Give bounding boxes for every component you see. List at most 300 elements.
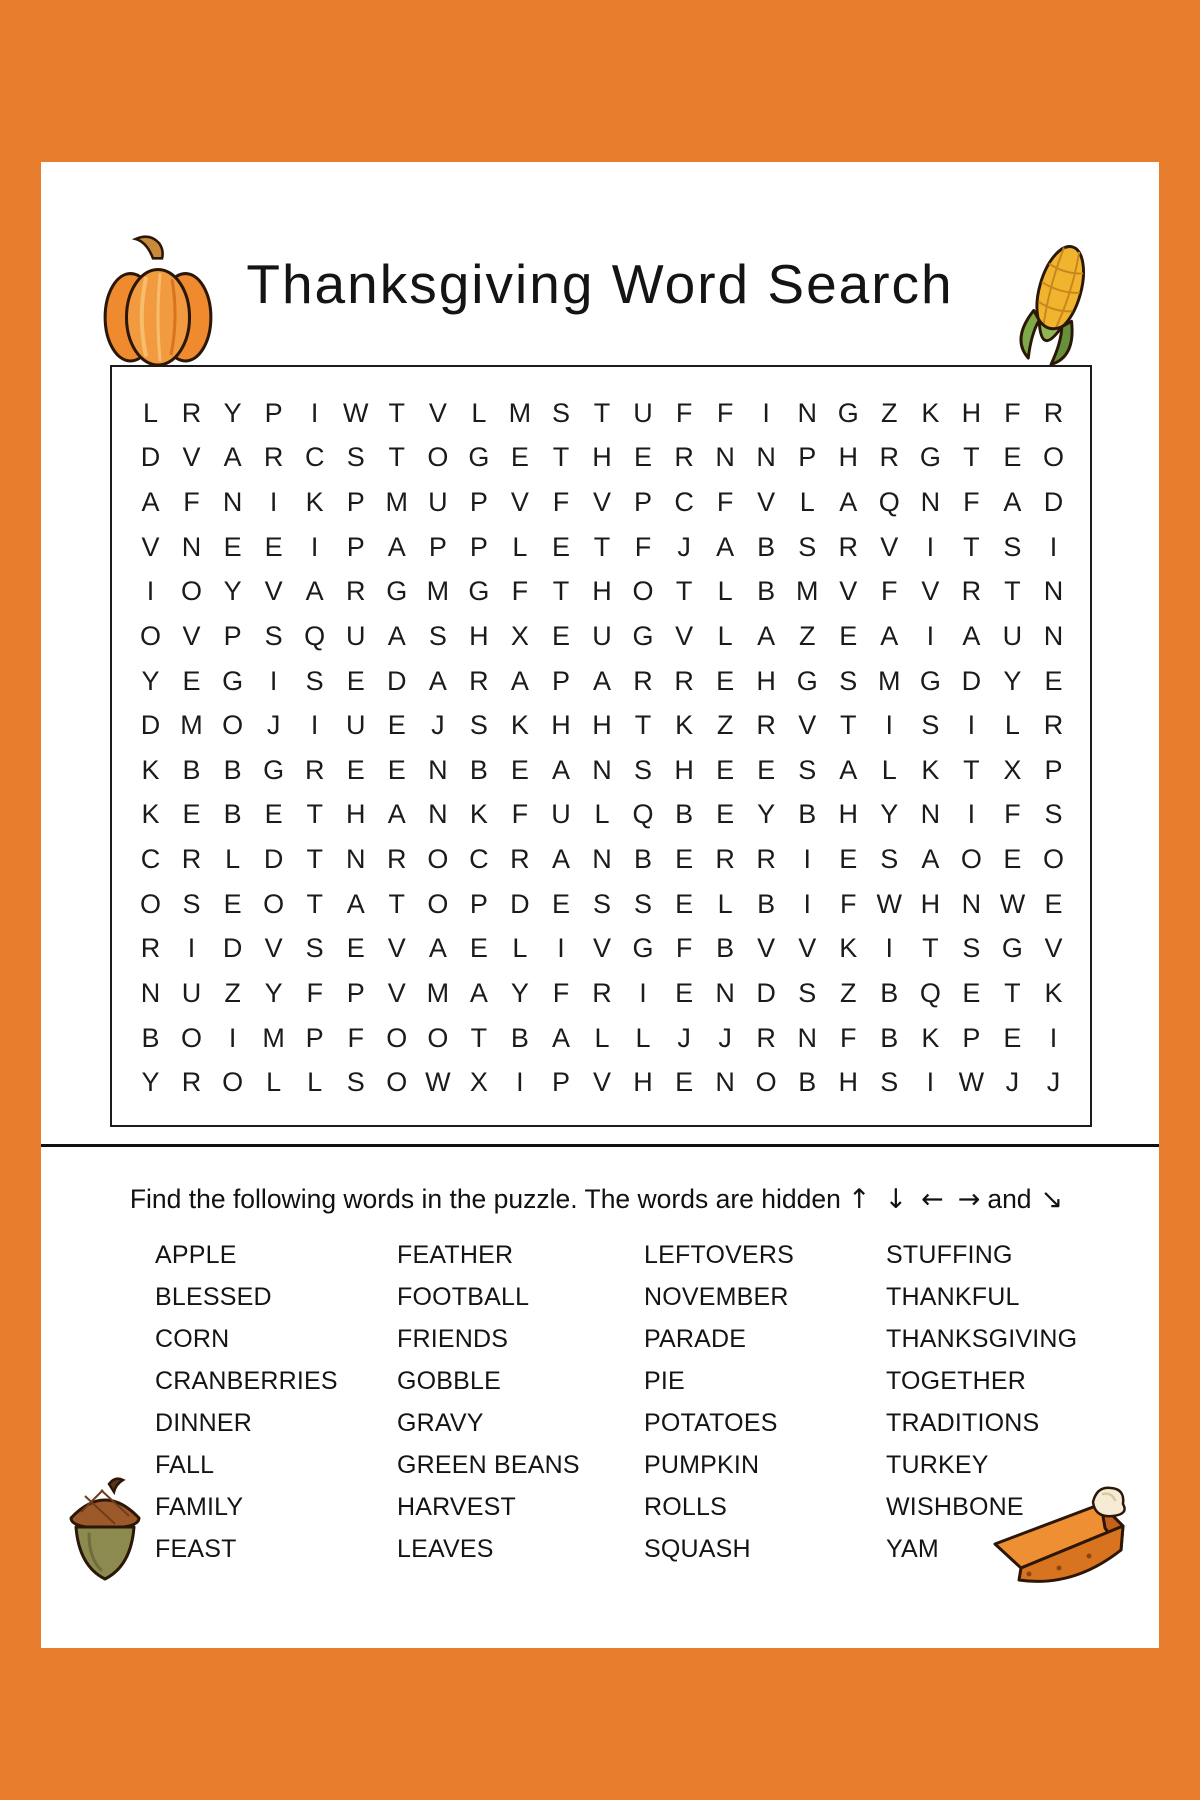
word-item: PUMPKIN (644, 1451, 760, 1479)
grid-letter: Z (224, 977, 241, 1008)
grid-letter: E (510, 442, 529, 473)
grid-letter: G (919, 442, 941, 473)
word-item: YAM (886, 1535, 939, 1563)
grid-letter: L (1004, 710, 1020, 741)
grid-letter: G (632, 620, 654, 651)
grid-letter: E (387, 754, 406, 785)
grid-letter: I (926, 531, 935, 562)
grid-letter: U (551, 799, 571, 830)
grid-letter: A (223, 442, 242, 473)
grid-letter: F (306, 977, 323, 1008)
grid-letter: P (798, 442, 817, 473)
grid-letter: U (428, 487, 448, 518)
grid-letter: M (180, 710, 203, 741)
grid-letter: I (310, 531, 319, 562)
word-item: TOGETHER (886, 1367, 1027, 1395)
grid-letter: U (181, 977, 202, 1008)
grid-letter: S (428, 620, 447, 651)
grid-letter: I (967, 710, 976, 741)
grid-letter: L (143, 397, 159, 428)
grid-letter: E (387, 710, 406, 741)
grid-letter: D (140, 710, 161, 741)
grid-letter: F (511, 576, 529, 607)
grid-letter: E (223, 531, 242, 562)
grid-letter: O (181, 576, 203, 607)
grid-letter: V (592, 933, 611, 964)
grid-letter: I (967, 799, 976, 830)
grid-letter: F (840, 888, 857, 919)
grid-letter: H (920, 888, 941, 919)
grid-letter: N (428, 799, 448, 830)
grid-letter: O (960, 844, 982, 875)
grid-letter: T (1004, 576, 1021, 607)
grid-letter: M (508, 397, 532, 428)
grid-letter: T (1004, 977, 1021, 1008)
grid-letter: E (346, 754, 365, 785)
grid-letter: S (346, 1067, 365, 1098)
grid-letter: R (181, 1067, 202, 1098)
left-arrow-icon: ← (921, 1184, 944, 1215)
grid-letter: R (263, 442, 284, 473)
grid-letter: R (345, 576, 366, 607)
grid-letter: T (388, 397, 406, 428)
grid-letter: T (388, 888, 406, 919)
grid-letter: B (757, 531, 776, 562)
word-item: APPLE (155, 1241, 237, 1269)
grid-letter: G (1001, 933, 1023, 964)
grid-letter: E (551, 531, 570, 562)
word-item: NOVEMBER (644, 1283, 789, 1311)
word-item: PARADE (644, 1325, 747, 1353)
grid-letter: B (141, 1022, 160, 1053)
grid-letter: A (839, 754, 858, 785)
grid-letter: T (675, 576, 693, 607)
grid-letter: A (387, 531, 406, 562)
grid-letter: P (305, 1022, 324, 1053)
grid-letter: K (675, 710, 694, 741)
grid-letter: K (141, 754, 160, 785)
grid-letter: P (223, 620, 242, 651)
grid-letter: P (264, 397, 283, 428)
grid-letter: N (1043, 620, 1064, 651)
grid-letter: I (926, 1067, 935, 1098)
grid-letter: P (551, 665, 570, 696)
grid-letter: F (634, 531, 652, 562)
grid-letter: O (181, 1022, 203, 1053)
grid-letter: H (838, 1067, 858, 1098)
grid-letter: I (557, 933, 565, 964)
grid-letter: L (266, 1067, 282, 1098)
grid-letter: O (755, 1067, 777, 1098)
grid-letter: N (920, 799, 941, 830)
grid-letter: O (140, 620, 162, 651)
grid-letter: I (803, 888, 811, 919)
grid-letter: B (798, 799, 817, 830)
grid-letter: D (263, 844, 284, 875)
grid-letter: R (674, 442, 694, 473)
grid-letter: F (675, 397, 693, 428)
grid-letter: T (963, 754, 980, 785)
puzzle-grid (110, 365, 1092, 1127)
grid-letter: P (551, 1067, 570, 1098)
grid-letter: W (342, 397, 369, 428)
grid-letter: F (1004, 799, 1021, 830)
grid-letter: F (881, 576, 898, 607)
grid-letter: W (876, 888, 903, 919)
pumpkin-pie-icon (989, 1480, 1147, 1594)
grid-letter: V (880, 531, 899, 562)
grid-letter: N (140, 977, 161, 1008)
word-item: FEAST (155, 1535, 237, 1563)
grid-letter: J (266, 710, 281, 741)
grid-letter: L (881, 754, 897, 785)
grid-letter: G (796, 665, 818, 696)
grid-letter: E (551, 620, 570, 651)
grid-letter: A (921, 844, 940, 875)
grid-letter: R (715, 844, 735, 875)
grid-letter: X (1003, 754, 1022, 785)
grid-letter: C (469, 844, 489, 875)
grid-letter: I (762, 397, 770, 428)
grid-letter: Y (223, 397, 242, 428)
grid-letter: N (222, 487, 243, 518)
grid-letter: S (839, 665, 858, 696)
grid-letter: E (675, 888, 694, 919)
divider-line (41, 1144, 1159, 1147)
grid-letter: Q (919, 977, 941, 1008)
instructions-text: Find the following words in the puzzle. The words are hidden (129, 1184, 841, 1214)
grid-letter: R (140, 933, 161, 964)
grid-letter: E (346, 933, 365, 964)
grid-letter: N (592, 754, 612, 785)
grid-letter: S (305, 933, 324, 964)
grid-letter: R (961, 576, 982, 607)
grid-letter: N (592, 844, 612, 875)
grid-letter: X (469, 1067, 488, 1098)
grid-letter: N (797, 397, 817, 428)
word-list-column (397, 1234, 644, 1570)
grid-letter: Y (223, 576, 242, 607)
grid-letter: B (757, 576, 776, 607)
grid-letter: U (633, 397, 653, 428)
grid-letter: K (510, 710, 529, 741)
grid-letter: M (878, 665, 901, 696)
grid-letter: D (756, 977, 776, 1008)
grid-letter: N (428, 754, 448, 785)
grid-letter: Y (510, 977, 529, 1008)
grid-letter: R (1043, 710, 1064, 741)
grid-letter: E (346, 665, 365, 696)
grid-letter: A (428, 665, 447, 696)
grid-letter: O (427, 844, 449, 875)
word-item: TURKEY (886, 1451, 989, 1479)
grid-letter: T (922, 933, 939, 964)
grid-letter: B (510, 1022, 529, 1053)
grid-letter: F (716, 487, 734, 518)
grid-letter: R (181, 844, 202, 875)
grid-letter: S (880, 844, 899, 875)
grid-letter: B (716, 933, 735, 964)
grid-letter: O (140, 888, 162, 919)
grid-letter: F (511, 799, 529, 830)
grid-letter: H (592, 710, 612, 741)
grid-letter: K (921, 754, 940, 785)
grid-letter: E (1003, 1022, 1022, 1053)
grid-letter: O (427, 1022, 449, 1053)
grid-letter: J (1005, 1067, 1020, 1098)
grid-letter: L (471, 397, 487, 428)
grid-letter: P (469, 531, 488, 562)
grid-letter: A (757, 620, 776, 651)
grid-letter: D (1043, 487, 1064, 518)
grid-letter: E (264, 799, 283, 830)
grid-letter: I (269, 487, 278, 518)
grid-letter: V (1044, 933, 1063, 964)
grid-letter: L (799, 487, 815, 518)
grid-letter: S (182, 888, 201, 919)
grid-letter: G (263, 754, 285, 785)
grid-letter: A (305, 576, 324, 607)
grid-letter: D (510, 888, 530, 919)
grid-letter: D (222, 933, 243, 964)
grid-letter: N (715, 442, 735, 473)
grid-letter: G (386, 576, 408, 607)
grid-letter: A (428, 933, 447, 964)
grid-letter: I (187, 933, 196, 964)
grid-letter: B (757, 888, 776, 919)
grid-letter: H (592, 576, 612, 607)
grid-letter: B (675, 799, 694, 830)
grid-letter: P (962, 1022, 981, 1053)
grid-letter: I (228, 1022, 237, 1053)
grid-letter: K (469, 799, 488, 830)
grid-letter: R (756, 710, 776, 741)
grid-letter: B (469, 754, 488, 785)
grid-letter: E (1044, 665, 1063, 696)
grid-letter: R (879, 442, 900, 473)
grid-letter: S (264, 620, 283, 651)
grid-letter: M (426, 977, 450, 1008)
grid-letter: O (263, 888, 285, 919)
grid-letter: S (305, 665, 324, 696)
grid-letter: L (307, 1067, 323, 1098)
grid-letter: J (677, 1022, 691, 1053)
grid-letter: S (592, 888, 611, 919)
word-item: LEAVES (397, 1535, 494, 1563)
word-item: FOOTBALL (397, 1283, 530, 1311)
grid-letter: Z (840, 977, 857, 1008)
grid-letter: E (839, 620, 858, 651)
grid-letter: G (468, 442, 490, 473)
grid-letter: T (470, 1022, 488, 1053)
instructions (41, 1184, 1159, 1215)
word-item: BLESSED (155, 1283, 272, 1311)
grid-letter: R (387, 844, 407, 875)
grid-letter: N (181, 531, 202, 562)
grid-letter: C (304, 442, 325, 473)
grid-letter: V (182, 442, 201, 473)
grid-letter: A (839, 487, 858, 518)
grid-letter: O (386, 1022, 408, 1053)
grid-letter: R (510, 844, 530, 875)
grid-letter: C (674, 487, 694, 518)
grid-letter: P (469, 487, 488, 518)
word-item: WISHBONE (886, 1493, 1024, 1521)
grid-letter: I (310, 397, 319, 428)
grid-letter: Z (798, 620, 816, 651)
grid-letter: F (183, 487, 200, 518)
grid-letter: N (920, 487, 941, 518)
grid-letter: M (426, 576, 450, 607)
word-item: DINNER (155, 1409, 253, 1437)
word-item: CRANBERRIES (155, 1367, 338, 1395)
grid-letter: V (510, 487, 529, 518)
grid-letter: E (1003, 844, 1022, 875)
grid-letter: R (756, 844, 776, 875)
grid-letter: V (428, 397, 447, 428)
grid-letter: W (999, 888, 1026, 919)
grid-letter: V (264, 933, 283, 964)
grid-letter: B (798, 1067, 817, 1098)
grid-letter: A (387, 620, 406, 651)
grid-letter: K (921, 397, 940, 428)
grid-letter: X (510, 620, 529, 651)
grid-letter: N (961, 888, 982, 919)
grid-letter: A (551, 754, 570, 785)
grid-letter: F (552, 977, 570, 1008)
grid-letter: Z (881, 397, 898, 428)
grid-letter: E (839, 844, 858, 875)
grid-letter: T (306, 799, 323, 830)
grid-letter: H (469, 620, 489, 651)
grid-letter: H (756, 665, 776, 696)
grid-letter: E (675, 977, 694, 1008)
grid-letter: E (182, 799, 201, 830)
grid-letter: A (551, 844, 570, 875)
grid-letter: B (880, 977, 899, 1008)
grid-letter: V (387, 977, 406, 1008)
grid-letter: E (1044, 888, 1063, 919)
grid-letter: I (885, 710, 894, 741)
grid-letter: A (962, 620, 981, 651)
grid-letter: K (921, 1022, 940, 1053)
grid-letter: I (803, 844, 811, 875)
word-item: SQUASH (644, 1535, 751, 1563)
grid-letter: R (838, 531, 858, 562)
grid-letter: I (885, 933, 894, 964)
grid-letter: O (632, 576, 654, 607)
word-item: GRAVY (397, 1409, 484, 1437)
grid-letter: E (634, 442, 653, 473)
grid-letter: P (346, 531, 365, 562)
word-item: FRIENDS (397, 1325, 509, 1353)
grid-letter: A (592, 665, 611, 696)
grid-letter: A (551, 1022, 570, 1053)
word-item: FAMILY (155, 1493, 244, 1521)
grid-letter: R (304, 754, 325, 785)
grid-letter: P (346, 487, 365, 518)
grid-letter: V (798, 710, 817, 741)
word-item: TRADITIONS (886, 1409, 1040, 1437)
grid-letter: T (593, 531, 611, 562)
pumpkin-icon (97, 232, 219, 370)
grid-letter: S (469, 710, 488, 741)
grid-letter: E (716, 665, 735, 696)
grid-letter: Q (632, 799, 654, 830)
grid-letter: J (431, 710, 445, 741)
grid-letter: B (223, 754, 242, 785)
grid-letter: V (264, 576, 283, 607)
grid-letter: H (345, 799, 366, 830)
grid-letter: F (347, 1022, 364, 1053)
grid-letter: U (1002, 620, 1023, 651)
grid-letter: S (1003, 531, 1022, 562)
grid-letter: Y (141, 1067, 160, 1098)
word-item: HARVEST (397, 1493, 517, 1521)
down-arrow-icon: ↓ (884, 1184, 908, 1215)
word-item: FEATHER (397, 1241, 514, 1269)
grid-letter: E (223, 888, 242, 919)
grid-letter: I (1049, 1022, 1058, 1053)
grid-letter: A (1003, 487, 1022, 518)
grid-letter: V (592, 1067, 611, 1098)
grid-letter: H (961, 397, 982, 428)
grid-letter: O (386, 1067, 408, 1098)
grid-letter: A (716, 531, 735, 562)
page-title: Thanksgiving Word Search (246, 253, 954, 315)
grid-letter: E (716, 754, 735, 785)
grid-letter: R (592, 977, 612, 1008)
grid-letter: A (346, 888, 365, 919)
grid-letter: V (839, 576, 858, 607)
grid-letter: T (593, 397, 611, 428)
grid-letter: K (305, 487, 324, 518)
word-item: GREEN BEANS (397, 1451, 580, 1479)
grid-letter: Y (880, 799, 899, 830)
grid-letter: Y (141, 665, 160, 696)
grid-letter: N (345, 844, 366, 875)
grid-letter: V (757, 933, 776, 964)
grid-letter: E (264, 531, 283, 562)
grid-letter: A (510, 665, 529, 696)
grid-letter: I (146, 576, 155, 607)
grid-letter: L (594, 1022, 610, 1053)
grid-letter: E (675, 1067, 694, 1098)
grid-letter: I (516, 1067, 524, 1098)
grid-letter: T (634, 710, 652, 741)
grid-letter: H (592, 442, 612, 473)
grid-letter: T (552, 576, 570, 607)
grid-letter: G (837, 397, 859, 428)
grid-letter: R (756, 1022, 776, 1053)
grid-letter: F (963, 487, 980, 518)
instructions-conjunction: and (987, 1184, 1032, 1214)
grid-letter: K (141, 799, 160, 830)
grid-letter: T (306, 888, 323, 919)
grid-letter: F (716, 397, 734, 428)
word-item: PIE (644, 1367, 685, 1395)
grid-letter: C (140, 844, 161, 875)
grid-letter: J (677, 531, 691, 562)
grid-letter: W (958, 1067, 985, 1098)
word-item: STUFFING (886, 1241, 1013, 1269)
grid-letter: F (1004, 397, 1021, 428)
word-item: THANKSGIVING (886, 1325, 1078, 1353)
grid-letter: T (963, 531, 980, 562)
grid-letter: V (675, 620, 694, 651)
grid-letter: K (839, 933, 858, 964)
grid-letter: A (387, 799, 406, 830)
